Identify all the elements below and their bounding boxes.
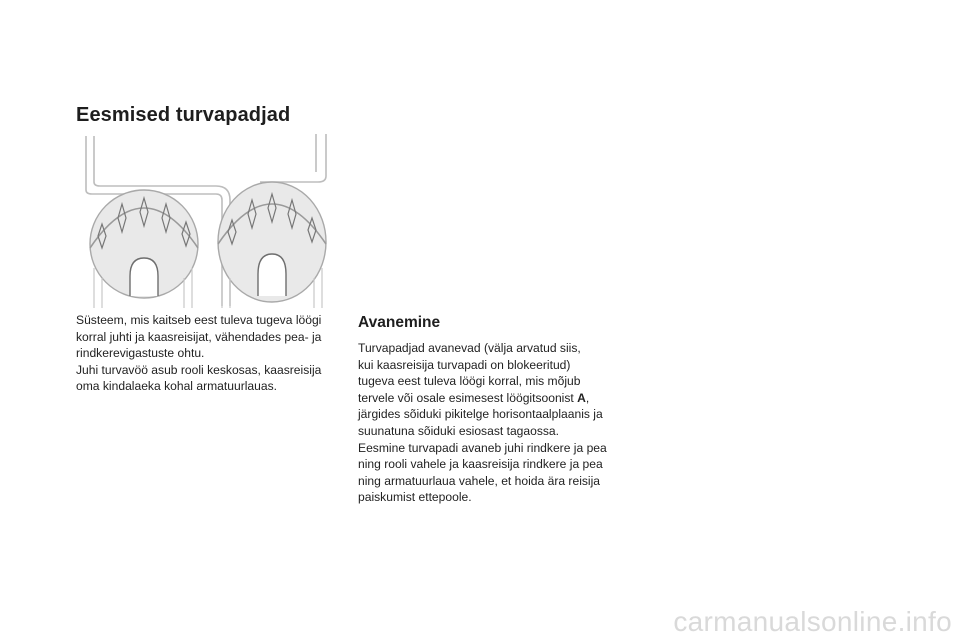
body-line: järgides sõiduki pikitelge horisontaalplaanis ja [358, 407, 603, 422]
intro-line: rindkerevigastuste ohtu. [76, 346, 205, 361]
section-heading: Avanemine [358, 314, 441, 331]
intro-line: Juhi turvavöö asub rooli keskosas, kaasreisija [76, 362, 322, 377]
body-line: ning rooli vahele ja kaasreisija rindkere ja pea [358, 457, 603, 472]
passenger-airbag-icon [218, 182, 326, 308]
driver-airbag-icon [90, 190, 198, 308]
body-line: paiskumist ettepoole. [358, 490, 472, 505]
body-line: Eesmine turvapadi avaneb juhi rindkere ja pea [358, 440, 607, 455]
body-line: kui kaasreisija turvapadi on blokeeritud) [358, 357, 571, 372]
body-line: Turvapadjad avanevad (välja arvatud siis, [358, 341, 581, 355]
ref-suffix: , [585, 390, 590, 405]
intro-line: oma kindalaeka kohal armatuurlauas. [76, 379, 278, 394]
intro-line: Süsteem, mis kaitseb eest tuleva tugeva löögi [76, 313, 322, 327]
intro-text [76, 312, 328, 395]
body-line: suunatuna sõiduki esiosast tagaossa. [358, 423, 560, 438]
page-title: Eesmised turvapadjad [76, 104, 291, 126]
ref-prefix: tervele või osale esimesest löögitsoonist [358, 390, 578, 405]
ref-letter: A [577, 390, 586, 405]
deployment-section [358, 314, 620, 506]
body-line: tugeva eest tuleva löögi korral, mis mõjub [358, 374, 581, 389]
body-line: ning armatuurlaua vahele, et hoida ära reisija [358, 473, 601, 488]
body-line-with-ref [358, 390, 620, 407]
front-airbags-illustration [80, 128, 332, 308]
watermark: carmanualsonline.info [673, 606, 952, 637]
intro-line: korral juhti ja kaasreisijat, vähendades pea- ja [76, 329, 322, 344]
